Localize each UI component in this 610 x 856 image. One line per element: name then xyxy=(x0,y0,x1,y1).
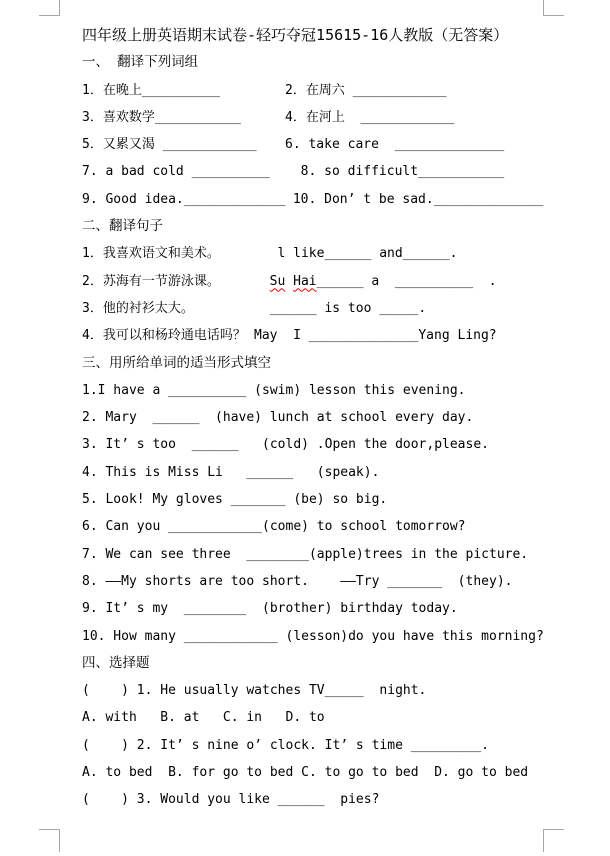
margin-mark-bottom-left xyxy=(39,829,60,852)
choice-options: A. with B. at C. in D. to xyxy=(82,710,325,726)
phrase-row xyxy=(82,77,568,104)
sentence-item xyxy=(82,322,568,349)
section4-heading: 四、选择题 xyxy=(82,654,150,671)
fill-item: 5. Look! My gloves _______ (be) so big. xyxy=(82,492,388,508)
document-content xyxy=(82,22,568,814)
fill-item: 10. How many ____________ (lesson)do you have this morning? xyxy=(82,628,544,644)
fill-item: 3. It’ s too ______ (cold) .Open the door,please. xyxy=(82,437,489,453)
phrase-item: 6. take care ______________ xyxy=(285,137,505,153)
section1-heading: 一、 翻译下列词组 xyxy=(82,54,199,71)
sentence-item xyxy=(82,295,568,322)
sentence-cn: 2．苏海有一节游泳课。 xyxy=(82,273,220,289)
sentence-item xyxy=(82,240,568,267)
fill-item: 9. It’ s my ________ (brother) birthday today. xyxy=(82,601,458,617)
sentence-en: l like______ and______. xyxy=(254,246,458,262)
page-title: 四年级上册英语期末试卷-轻巧夺冠15615-16人教版（无答案） xyxy=(82,26,509,44)
section3-heading: 三、用所给单词的适当形式填空 xyxy=(82,354,271,371)
blank-line: ______ a __________ . xyxy=(316,273,497,289)
fill-item: 6. Can you ____________(come) to school tomorrow? xyxy=(82,519,466,535)
phrase-item: 8. so difficult___________ xyxy=(285,164,505,180)
phrase-item: 2．在周六 ____________ xyxy=(285,82,447,98)
phrase-item: 5．又累又渴 ____________ xyxy=(82,137,257,153)
choice-question: ( ) 1. He usually watches TV_____ night. xyxy=(82,683,427,699)
sentence-en: ______ is too _____. xyxy=(254,300,427,316)
section2-heading: 二、翻译句子 xyxy=(82,218,163,235)
fill-item: 7. We can see three ________(apple)trees in the picture. xyxy=(82,546,529,562)
margin-mark-bottom-right xyxy=(543,829,564,852)
phrase-row xyxy=(82,131,568,158)
phrase-row xyxy=(82,104,568,131)
phrase-row xyxy=(82,186,568,213)
phrase-item: 9. Good idea._____________ xyxy=(82,191,286,207)
en-sep xyxy=(285,274,293,289)
phrase-item: 1．在晚上__________ xyxy=(82,82,221,98)
choice-question: ( ) 3. Would you like ______ pies? xyxy=(82,792,380,808)
phrase-row xyxy=(82,158,568,185)
spellcheck-word: Su xyxy=(269,273,286,289)
margin-mark-top-left xyxy=(39,0,60,16)
spellcheck-word: Hai xyxy=(293,273,317,289)
sentence-cn: 4．我可以和杨玲通电话吗？ xyxy=(82,328,246,344)
sentence-cn: 1．我喜欢语文和美术。 xyxy=(82,246,220,262)
sentence-en: May I ______________Yang Ling? xyxy=(254,328,497,344)
phrase-item: 10. Don’ t be sad.______________ xyxy=(285,191,544,207)
sentence-en xyxy=(254,268,568,295)
fill-item: 8. ——My shorts are too short. ——Try _______ (they). xyxy=(82,573,513,589)
sentence-item xyxy=(82,268,568,295)
fill-item: 2. Mary ______ (have) lunch at school every day. xyxy=(82,410,474,426)
sentence-cn: 3．他的衬衫太大。 xyxy=(82,300,194,316)
fill-item: 4. This is Miss Li ______ (speak). xyxy=(82,464,380,480)
en-lead xyxy=(254,274,270,289)
choice-options: A. to bed B. for go to bed C. to go to bed D. go to bed xyxy=(82,765,529,781)
fill-item: 1.I have a __________ (swim) lesson this evening. xyxy=(82,382,466,398)
phrase-item: 7. a bad cold __________ xyxy=(82,164,270,180)
choice-question: ( ) 2. It’ s nine o’ clock. It’ s time _________. xyxy=(82,737,489,753)
phrase-item: 4．在河上 ____________ xyxy=(285,109,455,125)
margin-mark-top-right xyxy=(543,0,564,16)
phrase-item: 3．喜欢数学___________ xyxy=(82,109,241,125)
